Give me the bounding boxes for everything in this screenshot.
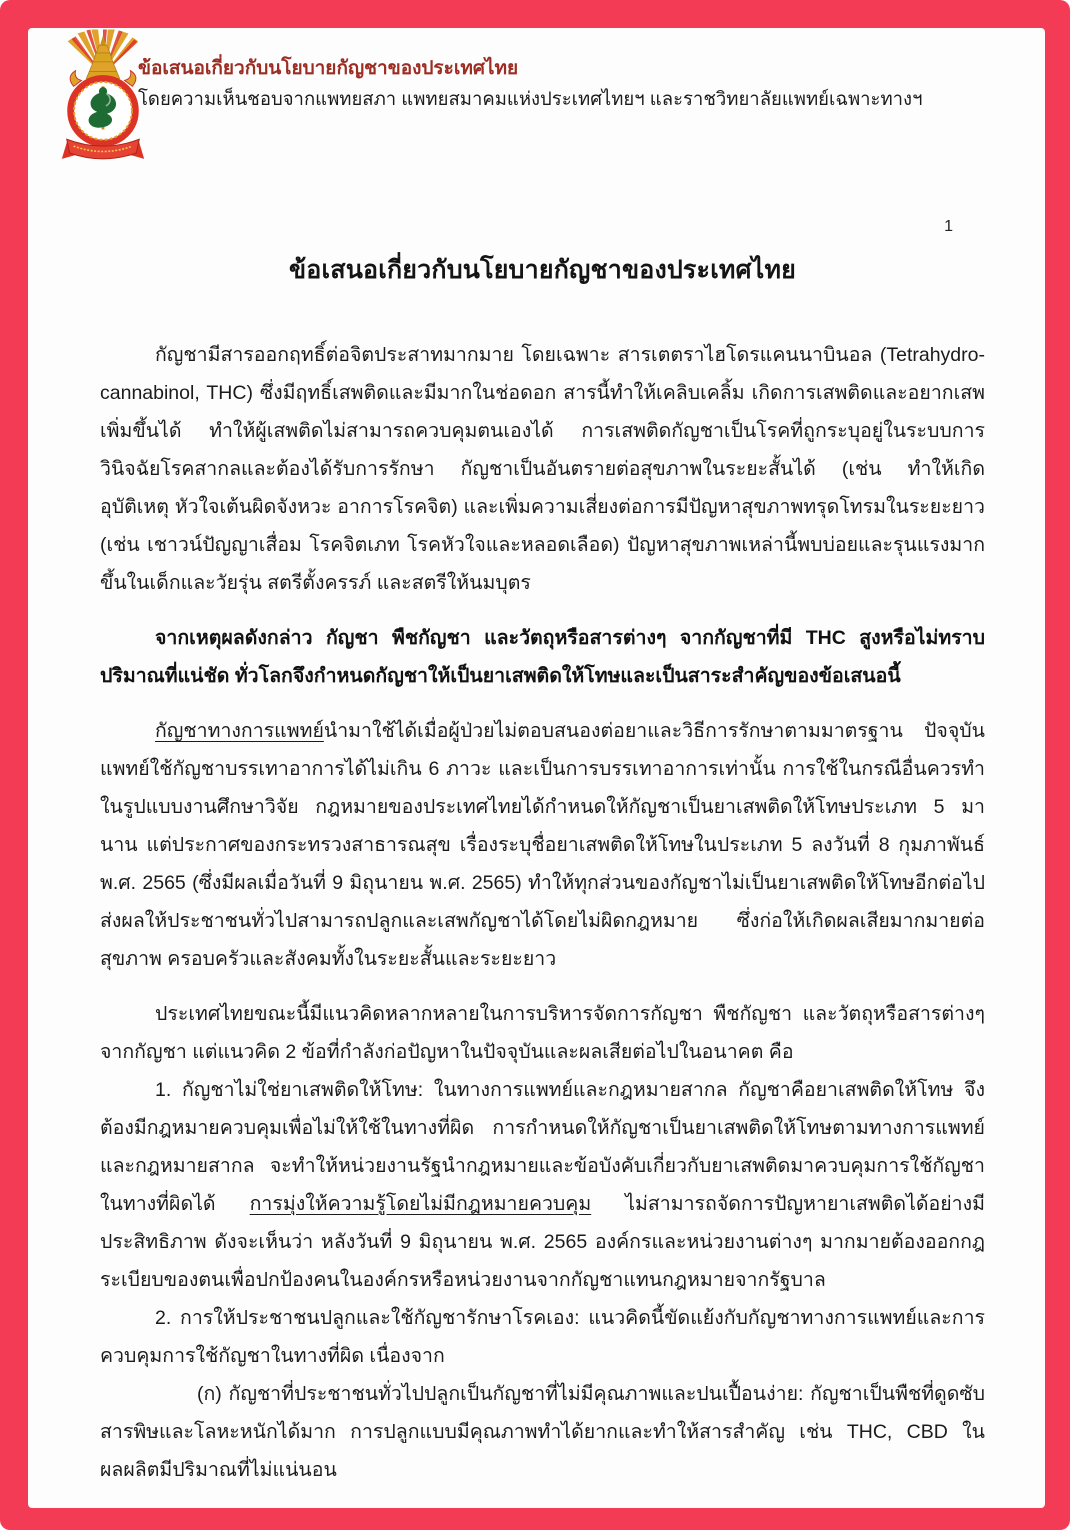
paragraph-item-1-after: ไม่สามารถจัดการปัญหายาเสพติดได้อย่างมีประสิทธิภาพ ดังจะเห็นว่า หลังวันที่ 9 มิถุนายน พ.ศ. 2565 องค์กรและหน่วยงานต่างๆ มากมายต้องออกกฎระเบียบของตนเพื่อปกป้องคนในองค์กรหรือหน่วยงานจากกัญชาแทนกฎหมายจากรัฐบาล <box>100 1193 986 1291</box>
paragraph-intro: กัญชามีสารออกฤทธิ์ต่อจิตประสาทมากมาย โดยเฉพาะ สารเตตราไฮโดรแคนนาบินอล (Tetrahydro-cannabinol, THC) ซึ่งมีฤทธิ์เสพติดและมีมากในช่อดอก สารนี้ทำให้เคลิบเคลิ้ม เกิดการเสพติดและอยากเสพเพิ่มขึ้นได้ ทำให้ผู้เสพติดไม่สามารถควบคุมตนเองได้ การเสพติดกัญชาเป็นโรคที่ถูกระบุอยู่ในระบบการวินิจฉัยโรคสากลและต้องได้รับการรักษา กัญชาเป็นอันตรายต่อสุขภาพในระยะสั้นได้ (เช่น ทำให้เกิดอุบัติเหตุ หัวใจเต้นผิดจังหวะ อาการโรคจิต) และเพิ่มความเสี่ยงต่อการมีปัญหาสุขภาพทรุดโทรมในระยะยาว (เช่น เชาวน์ปัญญาเสื่อม โรคจิตเภท โรคหัวใจและหลอดเลือด) ปัญหาสุขภาพเหล่านี้พบบ่อยและรุนแรงมากขึ้นในเด็กและวัยรุ่น สตรีตั้งครรภ์ และสตรีให้นมบุตร <box>100 344 985 594</box>
paragraph-medical-cannabis <box>100 712 985 978</box>
letterhead <box>28 28 1045 178</box>
paragraph-item-2a: (ก) กัญชาที่ประชาชนทั่วไปปลูกเป็นกัญชาที่ไม่มีคุณภาพและปนเปื้อนง่าย: กัญชาเป็นพืชที่ดูดซับสารพิษและโลหะหนักได้มาก การปลูกแบบมีคุณภาพทำได้ยากและทำให้สารสำคัญ เช่น THC, CBD ในผลผลิตมีปริมาณที่ไม่แน่นอน <box>100 1383 985 1481</box>
underlined-phrase-no-law-control: การมุ่งให้ความรู้โดยไม่มีกฎหมายควบคุม <box>249 1193 592 1215</box>
paragraph-medical-cannabis-rest: นำมาใช้ได้เมื่อผู้ป่วยไม่ตอบสนองต่อยาและวิธีการรักษาตามมาตรฐาน ปัจจุบันแพทย์ใช้กัญชาบรรเทาอาการได้ไม่เกิน 6 ภาวะ และเป็นการบรรเทาอาการเท่านั้น การใช้ในกรณีอื่นควรทำในรูปแบบงานศึกษาวิจัย กฎหมายของประเทศไทยได้กำหนดให้กัญชาเป็นยาเสพติดให้โทษประเภท 5 มานาน แต่ประกาศของกระทรวงสาธารณสุข เรื่องระบุชื่อยาเสพติดให้โทษในประเภท 5 ลงวันที่ 8 กุมภาพันธ์ พ.ศ. 2565 (ซึ่งมีผลเมื่อวันที่ 9 มิถุนายน พ.ศ. 2565) ทำให้ทุกส่วนของกัญชาไม่เป็นยาเสพติดให้โทษอีกต่อไป ส่งผลให้ประชาชนทั่วไปสามารถปลูกและเสพกัญชาได้โดยไม่ผิดกฎหมาย ซึ่งก่อให้เกิดผลเสียมากมายต่อสุขภาพ ครอบครัวและสังคมทั้งในระยะสั้นและระยะยาว <box>100 720 985 970</box>
document-body <box>100 218 985 1489</box>
page-number: 1 <box>944 218 953 235</box>
letterhead-subtitle: โดยความเห็นชอบจากแพทยสภา แพทยสมาคมแห่งประเทศไทยฯ และราชวิทยาลัยแพทย์เฉพาะทางฯ <box>138 88 923 109</box>
body-text <box>100 336 985 1489</box>
document-page <box>28 28 1045 1508</box>
paragraph-item-1 <box>100 1071 985 1299</box>
underlined-phrase-medical-cannabis: กัญชาทางการแพทย์ <box>155 720 324 742</box>
paragraph-item-1-before: 1. กัญชาไม่ใช่ยาเสพติดให้โทษ: ในทางการแพทย์และกฎหมายสากล กัญชาคือยาเสพติดให้โทษ จึงต้องมีกฎหมายควบคุมเพื่อไม่ให้ใช้ในทางที่ผิด การกำหนดให้กัญชาเป็นยาเสพติดให้โทษตามทางการแพทย์และกฎหมายสากล จะทำให้หน่วยงานรัฐนำกฎหมายและข้อบังคับเกี่ยวกับยาเสพติดมาควบคุมการใช้กัญชาในทางที่ผิดได้ <box>100 1079 985 1215</box>
document-title: ข้อเสนอเกี่ยวกับนโยบายกัญชาของประเทศไทย <box>289 256 796 284</box>
paragraph-key-statement: จากเหตุผลดังกล่าว กัญชา พืชกัญชา และวัตถุหรือสารต่างๆ จากกัญชาที่มี THC สูงหรือไม่ทราบปริมาณที่แน่ชัด ทั่วโลกจึงกำหนดกัญชาให้เป็นยาเสพติดให้โทษและเป็นสาระสำคัญของข้อเสนอนี้ <box>100 627 985 687</box>
letterhead-title: ข้อเสนอเกี่ยวกับนโยบายกัญชาของประเทศไทย <box>138 58 519 79</box>
paragraph-item-2: 2. การให้ประชาชนปลูกและใช้กัญชารักษาโรคเอง: แนวคิดนี้ขัดแย้งกับกัญชาทางการแพทย์และการควบคุมการใช้กัญชาในทางที่ผิด เนื่องจาก <box>100 1307 985 1367</box>
paragraph-two-concepts: ประเทศไทยขณะนี้มีแนวคิดหลากหลายในการบริหารจัดการกัญชา พืชกัญชา และวัตถุหรือสารต่างๆ จากกัญชา แต่แนวคิด 2 ข้อที่กำลังก่อปัญหาในปัจจุบันและผลเสียต่อไปในอนาคต คือ <box>100 1003 985 1063</box>
